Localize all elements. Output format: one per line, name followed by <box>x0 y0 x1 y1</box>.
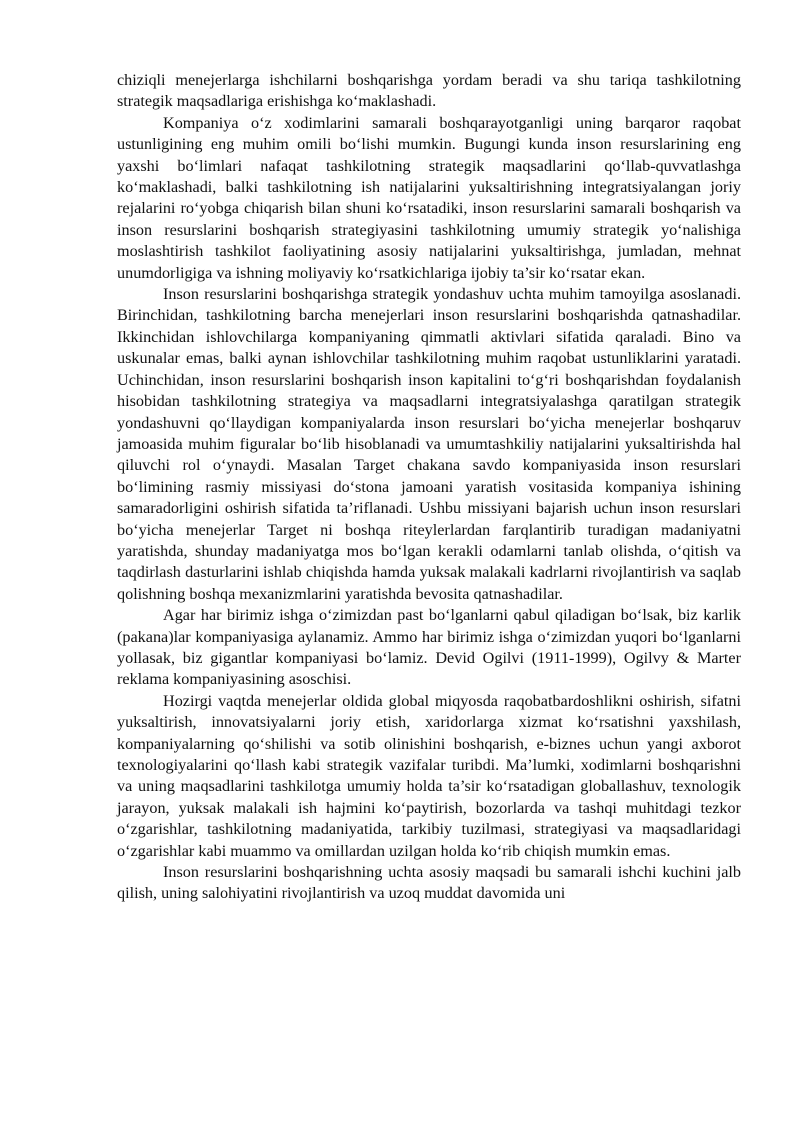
paragraph-continuation: chiziqli menejerlarga ishchilarni boshqarishga yordam beradi va shu tariqa tashkilotning strategik maqsadlariga erishishga ko‘maklashadi. <box>117 71 741 111</box>
document-page <box>117 70 741 905</box>
paragraph-strategic-approach: Inson resurslarini boshqarishga strategik yondashuv uchta muhim tamoyilga asoslanadi. Birinchidan, tashkilotning barcha menejerlari inson resurslarini boshqarishda qatnashadilar. Ikkinchidan ishlovchilarga kompaniyaning qimmatli aktivlari sifatida qaraladi. Bino va uskunalar emas, balki aynan ishlovchilar tashkilotning muhim raqobat ustunliklarini yaratadi. Uchinchidan, inson resurslarini boshqarish inson kapitalini to‘g‘ri boshqarishdan foydalanish hisobidan tashkilotning strategiya va maqsadlarni integratsiyalashga qaratilgan strategik yondashuvni qo‘llaydigan kompaniyalarda inson resurslari bo‘yicha menejerlar boshqaruv jamoasida muhim figuralar bo‘lib hisoblanadi va umumtashkiliy natijalarini yuksaltirishda hal qiluvchi rol o‘ynaydi. Masalan Target chakana savdo kompaniyasida inson resurslari bo‘limining rasmiy missiyasi do‘stona jamoani yaratish vositasida kompaniya ishining samaradorligini oshirish sifatida ta’riflanadi. Ushbu missiyani bajarish uchun inson resurslari bo‘yicha menejerlar Target ni boshqa riteylerlardan farqlantirib turadigan madaniyatni yaratishda, shunday madaniyatga mos bo‘lgan kerakli odamlarni tanlab olishda, o‘qitish va taqdirlash dasturlarini ishlab chiqishda hamda yuksak malakali kadrlarni rivojlantirish va saqlab qolishning boshqa mexanizmlarini yaratishda bevosita qatnashadilar. <box>117 285 741 603</box>
paragraph-three-goals: Inson resurslarini boshqarishning uchta asosiy maqsadi bu samarali ishchi kuchini jalb qilish, uning salohiyatini rivojlantirish va uzoq muddat davomida uni <box>117 863 741 903</box>
paragraph-ogilvy-quote: Agar har birimiz ishga o‘zimizdan past bo‘lganlarni qabul qiladigan bo‘lsak, biz karlik (pakana)lar kompaniyasiga aylanamiz. Ammo har birimiz ishga o‘zimizdan yuqori bo‘lganlarni yollasak, biz gigantlar kompaniyasi bo‘lamiz. Devid Ogilvi (1911-1999), Ogilvy & Marter reklama kompaniyasining asoschisi. <box>117 606 741 689</box>
paragraph-strategic-tasks: Hozirgi vaqtda menejerlar oldida global miqyosda raqobatbardoshlikni oshirish, sifatni yuksaltirish, innovatsiyalarni joriy etish, xaridorlarga xizmat ko‘rsatishni yaxshilash, kompaniyalarning qo‘shilishi va sotib olinishini boshqarish, e-biznes uchun yangi axborot texnologiyalarini qo‘llash kabi strategik vazifalar turibdi. Ma’lumki, xodimlarni boshqarishni va uning maqsadlarini tashkilotga umumiy holda ta’sir ko‘rsatadigan globallashuv, texnologik jarayon, yuksak malakali ish hajmini ko‘paytirish, bozorlarda va tashqi muhitdagi tezkor o‘zgarishlar, tashkilotning madaniyatida, tarkibiy tuzilmasi, strategiyasi va maqsadlaridagi o‘zgarishlar kabi muammo va omillardan uzilgan holda ko‘rib chiqish mumkin emas. <box>117 691 741 860</box>
paragraph-competitive-advantage: Kompaniya o‘z xodimlarini samarali boshqarayotganligi uning barqaror raqobat ustunligining eng muhim omili bo‘lishi mumkin. Bugungi kunda inson resurslarining eng yaxshi bo‘limlari nafaqat tashkilotning strategik maqsadlarini qo‘llab-quvvatlashga ko‘maklashadi, balki tashkilotning ish natijalarini yuksaltirishning integratsiyalangan joriy rejalarini ro‘yobga chiqarish bilan shuni ko‘rsatadiki, inson resurslarini samarali boshqarish va inson resurslarini boshqarish strategiyasini tashkilotning umumiy strategik yo‘nalishiga moslashtirish tashkilot faoliyatining asosiy natijalarini yuksaltirishga, jumladan, mehnat unumdorligiga va ishning moliyaviy ko‘rsatkichlariga ijobiy ta’sir ko‘rsatar ekan. <box>117 113 741 282</box>
